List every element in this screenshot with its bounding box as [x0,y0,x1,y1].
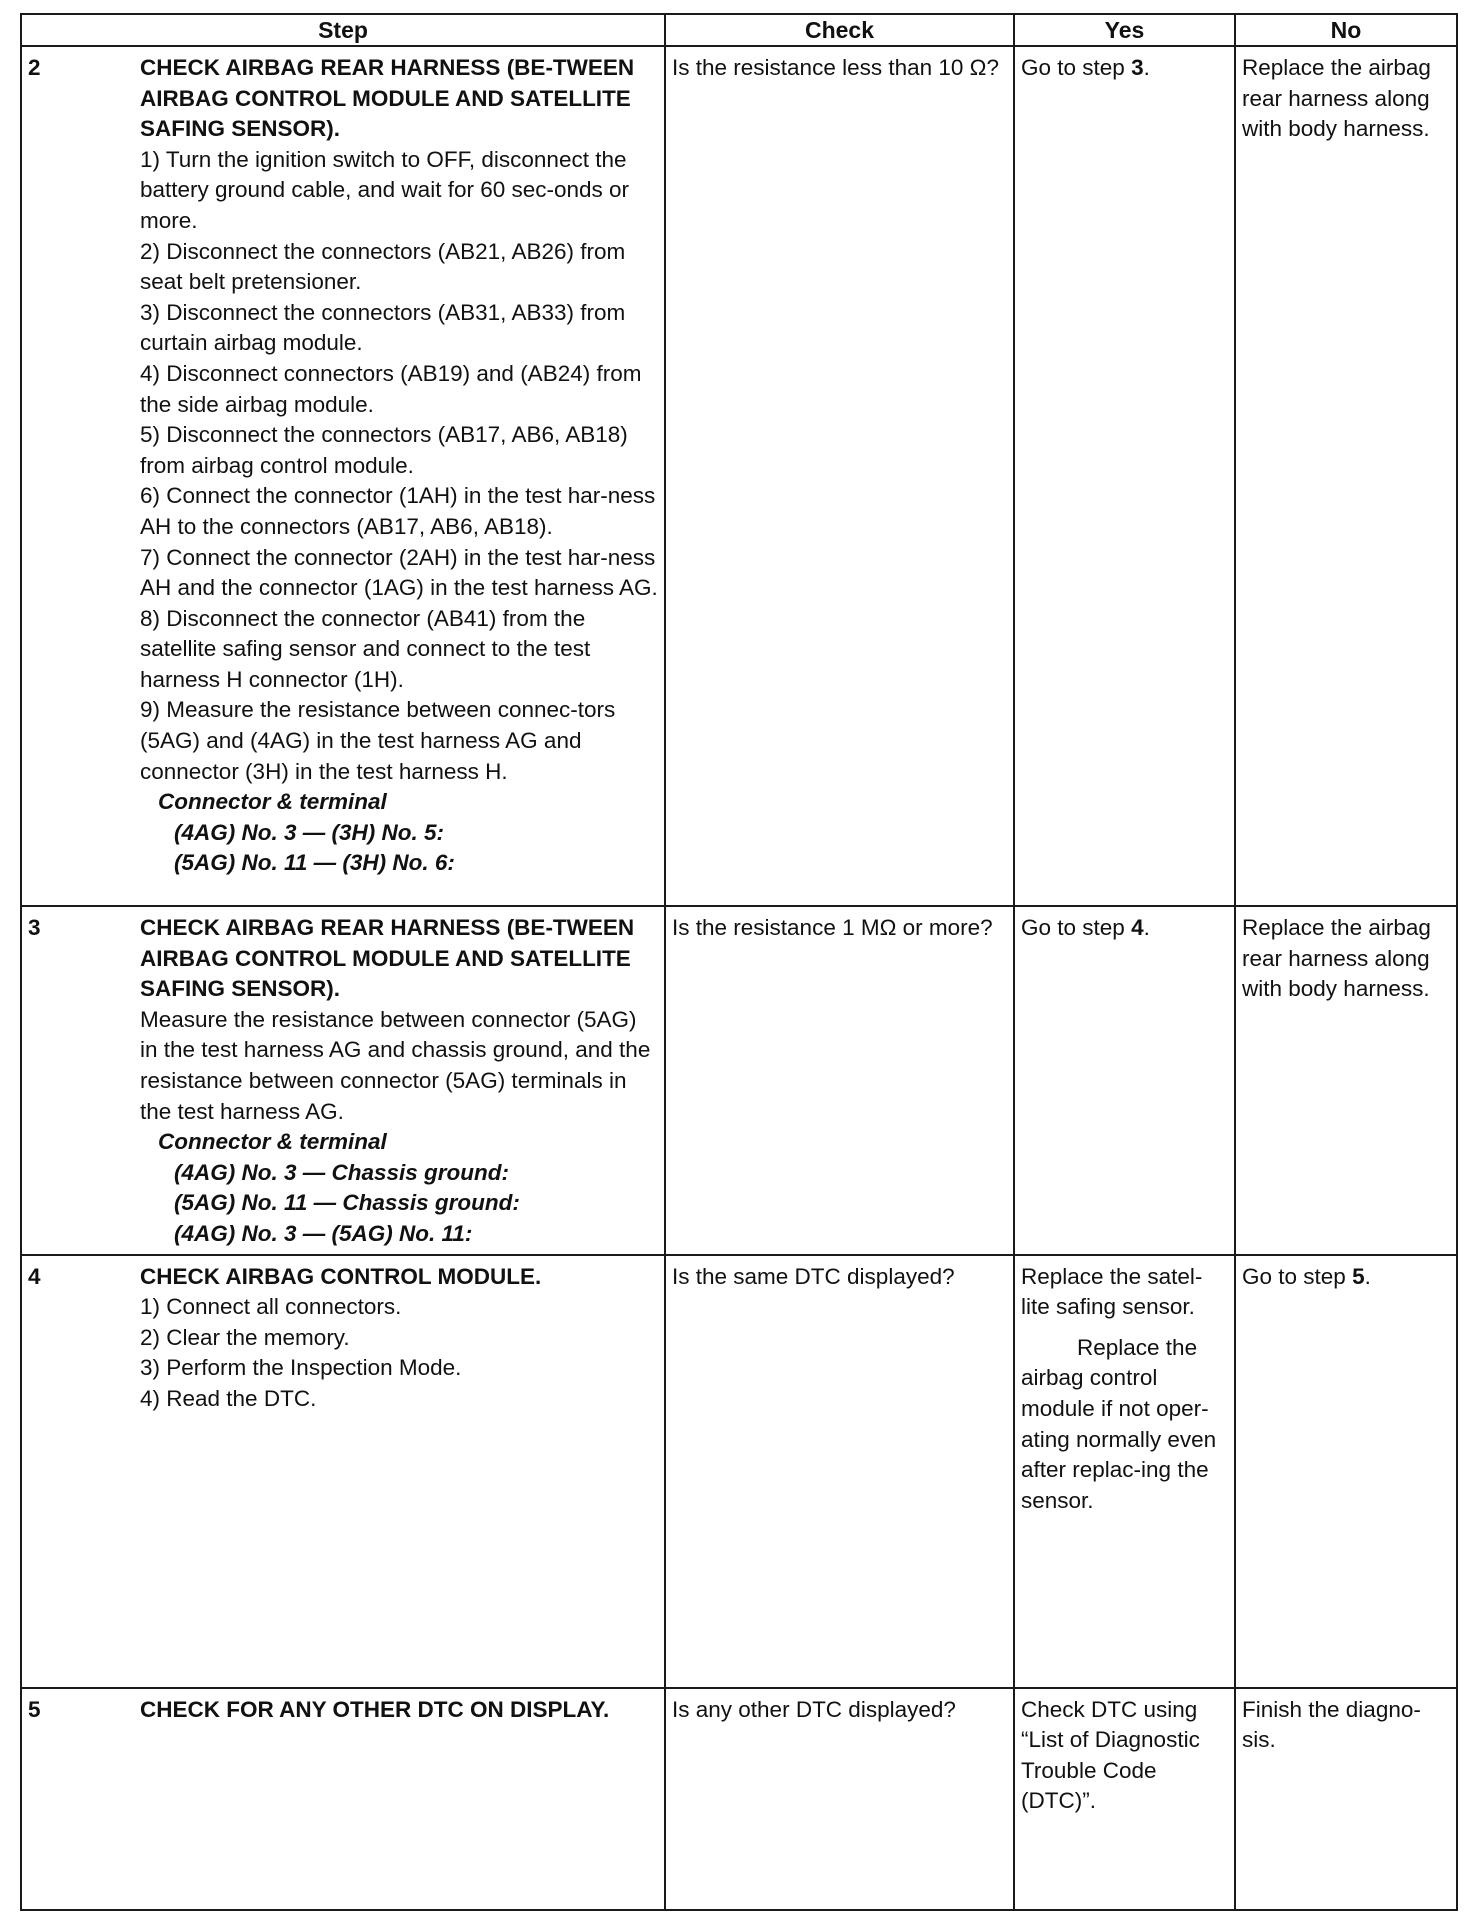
step-cell [21,1255,665,1688]
step-instruction: 1) Connect all connectors. [140,1294,402,1320]
no-text: Go to step [1242,1263,1353,1289]
connector-terminal-line: (4AG) No. 3 — Chassis ground: [174,1159,510,1185]
no-cell [1235,1255,1457,1688]
table-row [21,906,1457,1255]
connector-terminal-line: (4AG) No. 3 — (5AG) No. 11: [174,1220,473,1246]
yes-text-end: . [1143,915,1150,940]
step-instruction: 2) Clear the memory. [140,1324,350,1350]
step-cell [21,46,665,906]
yes-cell: Check DTC using “List of Diagnostic Trouble Code (DTC)”. [1014,1688,1235,1910]
step-instruction: 9) Measure the resistance between connec-tors (5AG) and (4AG) in the test harness AG and connector (3H) in the test harness H. [140,697,616,784]
yes-cell [1014,1255,1235,1688]
no-cell: Replace the airbag rear harness along with body harness. [1235,906,1457,1255]
yes-text: Go to step [1021,915,1132,940]
step-cell [21,1688,665,1910]
step-instruction: 4) Disconnect connectors (AB19) and (AB24) from the side airbag module. [140,360,642,417]
step-instruction: Measure the resistance between connector (5AG) in the test harness AG and chassis ground, and the resistance between connector (5AG) terminals in the test harness AG. [140,1006,651,1124]
no-text-end: . [1364,1263,1371,1289]
step-instruction: 7) Connect the connector (2AH) in the test har-ness AH and the connector (1AG) in the test harness AG. [140,544,658,601]
connector-terminal-line: (4AG) No. 3 — (3H) No. 5: [174,819,445,845]
header-step: Step [21,14,665,46]
step-number: 2 [28,55,41,80]
no-cell: Finish the diagno-sis. [1235,1688,1457,1910]
header-check: Check [665,14,1014,46]
check-cell: Is the same DTC displayed? [665,1255,1014,1688]
yes-text-end: . [1143,55,1150,80]
step-instruction: 3) Disconnect the connectors (AB31, AB33) from curtain airbag module. [140,299,626,356]
header-no: No [1235,14,1457,46]
check-cell: Is the resistance less than 10 Ω? [665,46,1014,906]
step-instruction: 6) Connect the connector (1AH) in the test har-ness AH to the connectors (AB17, AB6, AB18). [140,483,656,539]
no-step-ref: 5 [1352,1263,1365,1289]
yes-step-ref: 3 [1131,55,1144,80]
yes-cell [1014,906,1235,1255]
table-row [21,1688,1457,1910]
header-row [21,14,1457,46]
step-title: CHECK AIRBAG CONTROL MODULE. [140,1263,542,1289]
yes-note: Replace the airbag control module if not oper-ating normally even after replac-ing the sensor. [1021,1334,1217,1513]
step-instruction: 2) Disconnect the connectors (AB21, AB26) from seat belt pretensioner. [140,238,626,295]
yes-step-ref: 4 [1131,915,1144,940]
check-cell: Is the resistance 1 MΩ or more? [665,906,1014,1255]
step-cell [21,906,665,1255]
step-instruction: 4) Read the DTC. [140,1385,317,1411]
check-cell: Is any other DTC displayed? [665,1688,1014,1910]
connector-terminal-line: (5AG) No. 11 — (3H) No. 6: [174,850,455,876]
table-row [21,46,1457,906]
step-title: CHECK AIRBAG REAR HARNESS (BE-TWEEN AIRBAG CONTROL MODULE AND SATELLITE SAFING SENSOR). [140,55,635,142]
step-instruction: 1) Turn the ignition switch to OFF, disconnect the battery ground cable, and wait for 60 sec-onds or more. [140,146,630,233]
step-number: 4 [28,1263,41,1289]
connector-terminal-heading: Connector & terminal [158,789,387,815]
yes-text: Go to step [1021,55,1132,80]
step-number: 3 [28,915,41,940]
connector-terminal-heading: Connector & terminal [158,1129,387,1155]
step-instruction: 3) Perform the Inspection Mode. [140,1355,462,1381]
step-instruction: 5) Disconnect the connectors (AB17, AB6, AB18) from airbag control module. [140,422,628,478]
yes-text: Replace the satel-lite safing sensor. [1021,1263,1203,1320]
header-yes: Yes [1014,14,1235,46]
table-row [21,1255,1457,1688]
step-title: CHECK AIRBAG REAR HARNESS (BE-TWEEN AIRBAG CONTROL MODULE AND SATELLITE SAFING SENSOR). [140,915,635,1002]
no-cell: Replace the airbag rear harness along with body harness. [1235,46,1457,906]
step-instruction: 8) Disconnect the connector (AB41) from the satellite safing sensor and connect to the test harness H connector (1H). [140,605,591,692]
diagnostic-table [20,13,1458,1911]
step-number: 5 [28,1696,41,1722]
connector-terminal-line: (5AG) No. 11 — Chassis ground: [174,1190,520,1216]
step-title: CHECK FOR ANY OTHER DTC ON DISPLAY. [140,1696,610,1722]
yes-cell [1014,46,1235,906]
